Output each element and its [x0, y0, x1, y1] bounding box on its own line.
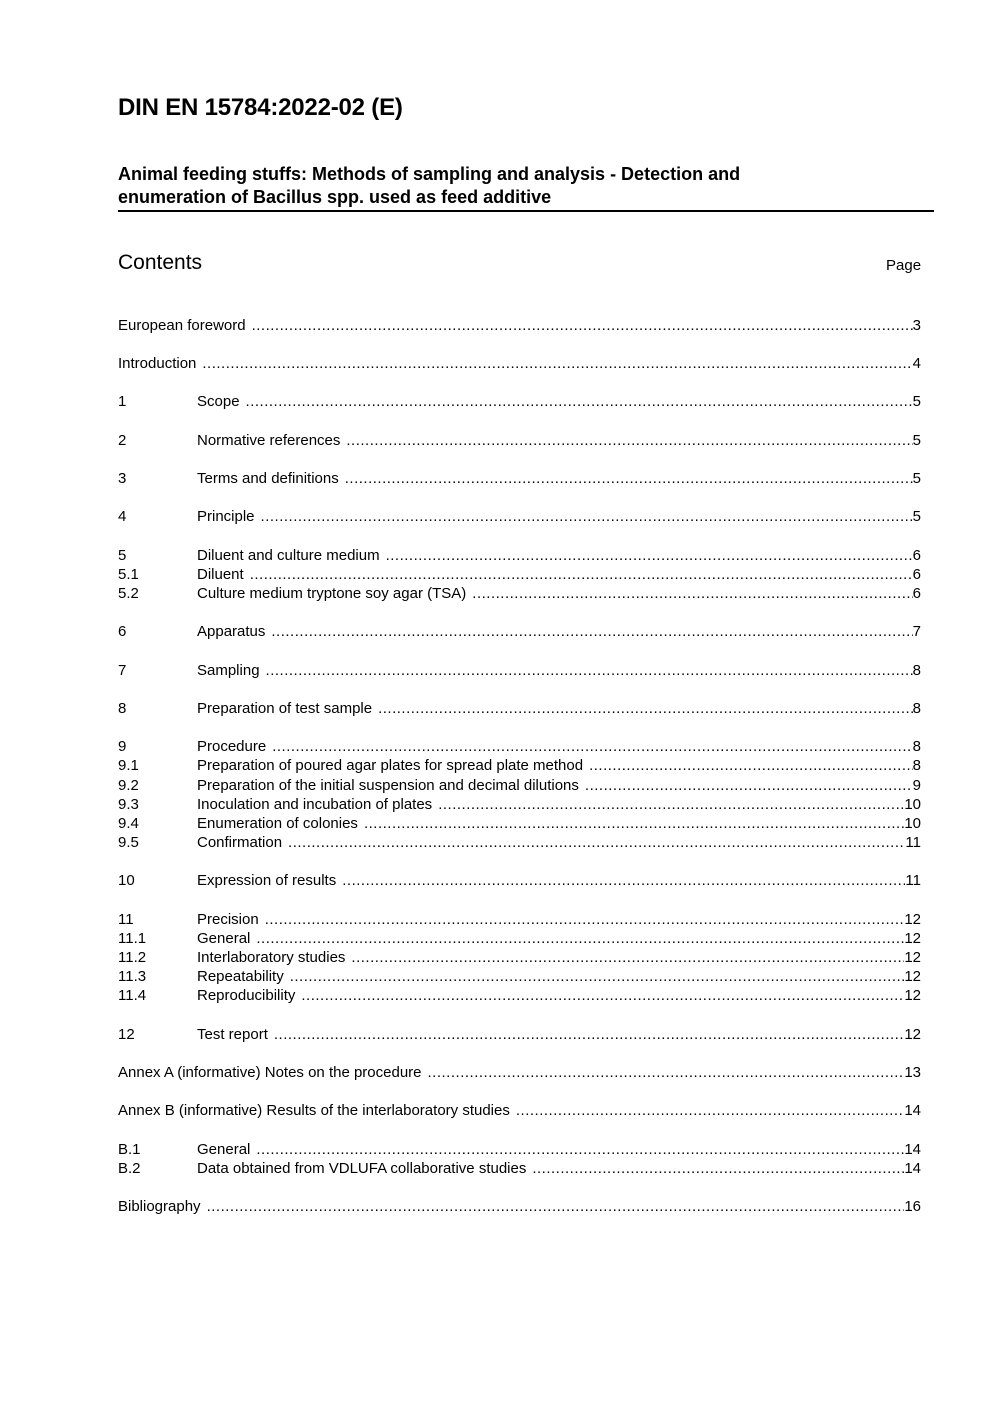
- toc-entry-number: 12: [118, 1026, 135, 1043]
- page-column-heading: Page: [886, 257, 922, 274]
- toc-dot-leader: [261, 507, 913, 526]
- toc-entry-page: 12: [904, 930, 921, 947]
- toc-entry[interactable]: [118, 354, 921, 373]
- standard-id: DIN EN 15784:2022-02 (E): [118, 94, 403, 121]
- toc-entry-page: 11: [905, 834, 921, 851]
- toc-entry[interactable]: [118, 756, 921, 775]
- toc-entry-page: 10: [904, 796, 921, 813]
- toc-entry-page: 12: [904, 949, 921, 966]
- toc-entry-title: Culture medium tryptone soy agar (TSA): [197, 585, 467, 602]
- toc-entry-number: 2: [118, 432, 127, 449]
- toc-dot-leader: [378, 699, 913, 718]
- toc-entry-number: 9.5: [118, 834, 139, 851]
- toc-entry-page: 6: [912, 547, 921, 564]
- toc-entry-title: Reproducibility: [197, 987, 296, 1004]
- toc-entry-title: Procedure: [197, 738, 267, 755]
- toc-entry[interactable]: [118, 622, 921, 641]
- toc-entry-page: 5: [912, 393, 921, 410]
- toc-entry-number: 1: [118, 393, 127, 410]
- toc-dot-leader: [271, 622, 912, 641]
- toc-entry-number: 6: [118, 623, 127, 640]
- toc-entry-number: 5: [118, 547, 127, 564]
- toc-entry[interactable]: [118, 1159, 921, 1178]
- toc-entry-title: Introduction: [118, 355, 197, 372]
- toc-entry-title: Principle: [197, 508, 255, 525]
- toc-entry[interactable]: [118, 392, 921, 411]
- toc-entry[interactable]: [118, 661, 921, 680]
- toc-entry-title: General: [197, 1141, 251, 1158]
- toc-entry-title: Test report: [197, 1026, 268, 1043]
- toc-entry-number: B.1: [118, 1141, 141, 1158]
- toc-dot-leader: [274, 1025, 904, 1044]
- toc-entry[interactable]: [118, 1197, 921, 1216]
- toc-entry-title: Diluent: [197, 566, 244, 583]
- toc-entry[interactable]: [118, 699, 921, 718]
- toc-entry[interactable]: [118, 795, 921, 814]
- toc-entry-number: 9.1: [118, 757, 139, 774]
- toc-entry-title: Normative references: [197, 432, 341, 449]
- toc-dot-leader: [438, 795, 904, 814]
- toc-dot-leader: [207, 1197, 905, 1216]
- toc-dot-leader: [532, 1159, 904, 1178]
- toc-entry-page: 6: [912, 585, 921, 602]
- contents-heading: Contents: [118, 251, 203, 274]
- toc-entry-page: 12: [904, 1026, 921, 1043]
- toc-entry-number: 5.2: [118, 585, 139, 602]
- toc-entry-number: 4: [118, 508, 127, 525]
- toc-entry[interactable]: [118, 776, 921, 795]
- toc-dot-leader: [585, 776, 913, 795]
- toc-entry-page: 13: [904, 1064, 921, 1081]
- toc-entry[interactable]: [118, 948, 921, 967]
- toc-entry-page: 3: [912, 317, 921, 334]
- toc-dot-leader: [256, 929, 904, 948]
- toc-entry-number: 11: [118, 911, 134, 928]
- toc-entry[interactable]: [118, 546, 921, 565]
- toc-entry-title: Precision: [197, 911, 259, 928]
- toc-entry-page: 5: [912, 508, 921, 525]
- toc-entry-title: Expression of results: [197, 872, 337, 889]
- toc-entry-page: 16: [904, 1198, 921, 1215]
- toc-entry[interactable]: [118, 1101, 921, 1120]
- toc-entry-title: Interlaboratory studies: [197, 949, 346, 966]
- toc-dot-leader: [290, 967, 905, 986]
- toc-entry-title: Data obtained from VDLUFA collaborative studies: [197, 1160, 527, 1177]
- toc-entry-title: Preparation of test sample: [197, 700, 373, 717]
- toc-entry-title: Sampling: [197, 662, 260, 679]
- toc-dot-leader: [246, 392, 913, 411]
- toc-entry-number: 8: [118, 700, 127, 717]
- toc-entry-number: 9.3: [118, 796, 139, 813]
- toc-entry-title: Annex A (informative) Notes on the procedure: [118, 1064, 422, 1081]
- toc-entry-title: Repeatability: [197, 968, 284, 985]
- toc-entry-number: 11.2: [118, 949, 147, 966]
- toc-entry[interactable]: [118, 565, 921, 584]
- toc-entry-title: European foreword: [118, 317, 246, 334]
- toc-entry[interactable]: [118, 584, 921, 603]
- toc-entry-page: 7: [912, 623, 921, 640]
- toc-dot-leader: [428, 1063, 905, 1082]
- toc-entry-page: 14: [904, 1160, 921, 1177]
- toc-entry-title: Confirmation: [197, 834, 283, 851]
- toc-dot-leader: [386, 546, 913, 565]
- toc-entry[interactable]: [118, 910, 921, 929]
- toc-entry-number: 11.4: [118, 987, 147, 1004]
- toc-entry[interactable]: [118, 737, 921, 756]
- toc-entry-number: 11.3: [118, 968, 147, 985]
- toc-dot-leader: [202, 354, 912, 373]
- toc-dot-leader: [288, 833, 905, 852]
- toc-dot-leader: [301, 986, 904, 1005]
- toc-entry-page: 8: [912, 662, 921, 679]
- toc-dot-leader: [345, 469, 913, 488]
- toc-entry-page: 8: [912, 757, 921, 774]
- toc-entry-number: 3: [118, 470, 127, 487]
- toc-entry-page: 8: [912, 738, 921, 755]
- toc-entry-number: 7: [118, 662, 127, 679]
- toc-dot-leader: [272, 737, 912, 756]
- toc-entry[interactable]: [118, 1025, 921, 1044]
- toc-entry-number: 9.2: [118, 777, 139, 794]
- toc-entry-title: Preparation of poured agar plates for spread plate method: [197, 757, 584, 774]
- toc-entry[interactable]: [118, 507, 921, 526]
- toc-entry-page: 14: [904, 1102, 921, 1119]
- toc-entry-page: 12: [904, 911, 921, 928]
- toc-dot-leader: [265, 910, 905, 929]
- toc-dot-leader: [472, 584, 912, 603]
- document-title-line-2: enumeration of Bacillus spp. used as feed additive: [118, 187, 552, 207]
- toc-entry-page: 10: [904, 815, 921, 832]
- toc-entry[interactable]: [118, 833, 921, 852]
- toc-entry-number: 10: [118, 872, 135, 889]
- toc-entry-title: General: [197, 930, 251, 947]
- toc-entry-page: 8: [912, 700, 921, 717]
- toc-entry[interactable]: [118, 469, 921, 488]
- toc-entry-title: Annex B (informative) Results of the interlaboratory studies: [118, 1102, 510, 1119]
- toc-entry-title: Bibliography: [118, 1198, 201, 1215]
- toc-entry-page: 14: [904, 1141, 921, 1158]
- toc-entry-page: 9: [912, 777, 921, 794]
- toc-entry-title: Enumeration of colonies: [197, 815, 358, 832]
- toc-entry-title: Inoculation and incubation of plates: [197, 796, 433, 813]
- toc-entry-page: 5: [912, 432, 921, 449]
- toc-dot-leader: [346, 431, 912, 450]
- toc-entry[interactable]: [118, 986, 921, 1005]
- toc-dot-leader: [266, 661, 913, 680]
- toc-entry-number: 11.1: [118, 930, 147, 947]
- toc-entry[interactable]: [118, 431, 921, 450]
- toc-entry-number: 9: [118, 738, 127, 755]
- toc-entry-page: 6: [912, 566, 921, 583]
- toc-dot-leader: [252, 316, 913, 335]
- toc-entry[interactable]: [118, 929, 921, 948]
- toc-entry-title: Terms and definitions: [197, 470, 339, 487]
- toc-dot-leader: [250, 565, 913, 584]
- toc-entry[interactable]: [118, 814, 921, 833]
- toc-entry-title: Scope: [197, 393, 240, 410]
- toc-entry[interactable]: [118, 1063, 921, 1082]
- toc-entry[interactable]: [118, 871, 921, 890]
- toc-entry-page: 5: [912, 470, 921, 487]
- toc-entry-number: 9.4: [118, 815, 139, 832]
- toc-entry-page: 12: [904, 968, 921, 985]
- toc-dot-leader: [351, 948, 904, 967]
- toc-entry[interactable]: [118, 967, 921, 986]
- toc-entry-page: 11: [905, 872, 921, 889]
- toc-entry-number: 5.1: [118, 566, 139, 583]
- toc-dot-leader: [589, 756, 913, 775]
- toc-entry-title: Diluent and culture medium: [197, 547, 380, 564]
- toc-entry-page: 12: [904, 987, 921, 1004]
- toc-entry-title: Apparatus: [197, 623, 266, 640]
- toc-entry-title: Preparation of the initial suspension and decimal dilutions: [197, 777, 579, 794]
- toc-dot-leader: [516, 1101, 904, 1120]
- document-title-line-1: Animal feeding stuffs: Methods of sampling and analysis - Detection and: [118, 164, 741, 184]
- toc-entry[interactable]: [118, 316, 921, 335]
- toc-dot-leader: [256, 1140, 904, 1159]
- toc-entry-number: B.2: [118, 1160, 141, 1177]
- document-title: [118, 163, 934, 212]
- toc-dot-leader: [364, 814, 904, 833]
- toc-entry[interactable]: [118, 1140, 921, 1159]
- toc-entry-page: 4: [912, 355, 921, 372]
- toc-dot-leader: [342, 871, 905, 890]
